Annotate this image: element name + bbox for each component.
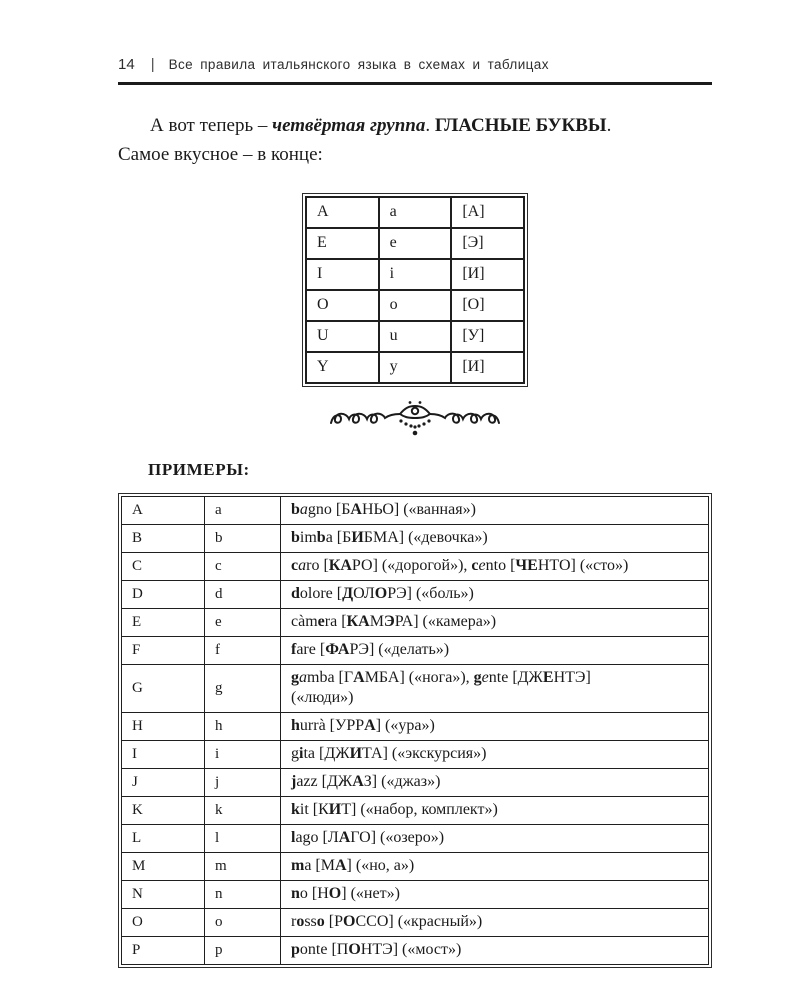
example-word-cell: bagno [БАНЬО] («ванная») — [281, 497, 709, 525]
vowel-sound-cell: [О] — [451, 290, 524, 321]
page-number: 14 — [118, 56, 135, 73]
examples-table — [121, 496, 709, 965]
intro-emphasis-vowels: ГЛАСНЫЕ БУКВЫ — [434, 115, 607, 136]
example-word-cell: kit [КИТ] («набор, комплект») — [281, 797, 709, 825]
letter-uppercase-cell: E — [122, 609, 205, 637]
example-word-cell: hurrà [УРРА] («ура») — [281, 713, 709, 741]
letter-uppercase-cell: D — [122, 581, 205, 609]
intro-line-1 — [118, 111, 712, 140]
table-row — [122, 741, 709, 769]
table-row — [306, 259, 524, 290]
table-row — [122, 553, 709, 581]
letter-lowercase-cell: o — [205, 909, 281, 937]
letter-lowercase-cell: f — [205, 637, 281, 665]
letter-lowercase-cell: i — [205, 741, 281, 769]
table-row — [122, 609, 709, 637]
page-header — [118, 56, 712, 85]
vowel-table-frame — [302, 193, 528, 387]
table-row — [122, 637, 709, 665]
letter-uppercase-cell: M — [122, 853, 205, 881]
table-row — [122, 853, 709, 881]
table-row — [122, 769, 709, 797]
vowel-lowercase-cell: i — [379, 259, 452, 290]
example-word-cell: jazz [ДЖАЗ] («джаз») — [281, 769, 709, 797]
table-row — [122, 497, 709, 525]
intro-text: . — [425, 115, 435, 136]
example-word-cell: dolore [ДОЛОРЭ] («боль») — [281, 581, 709, 609]
vowel-lowercase-cell: a — [379, 197, 452, 228]
flourish-divider — [118, 400, 712, 442]
letter-uppercase-cell: O — [122, 909, 205, 937]
table-row — [122, 581, 709, 609]
letter-lowercase-cell: e — [205, 609, 281, 637]
letter-lowercase-cell: g — [205, 665, 281, 713]
intro-paragraph — [118, 111, 712, 169]
letter-lowercase-cell: p — [205, 937, 281, 965]
vowel-sound-cell: [И] — [451, 259, 524, 290]
example-word-cell: gita [ДЖИТА] («экскурсия») — [281, 741, 709, 769]
letter-uppercase-cell: I — [122, 741, 205, 769]
letter-uppercase-cell: H — [122, 713, 205, 741]
letter-uppercase-cell: B — [122, 525, 205, 553]
table-row — [306, 197, 524, 228]
vowel-uppercase-cell: O — [306, 290, 379, 321]
table-row — [306, 352, 524, 383]
letter-lowercase-cell: b — [205, 525, 281, 553]
vowel-uppercase-cell: I — [306, 259, 379, 290]
table-row — [306, 228, 524, 259]
flourish-icon — [327, 400, 503, 440]
letter-uppercase-cell: L — [122, 825, 205, 853]
example-word-cell: no [НО] («нет») — [281, 881, 709, 909]
letter-lowercase-cell: j — [205, 769, 281, 797]
vowel-uppercase-cell: A — [306, 197, 379, 228]
example-word-cell: ponte [ПОНТЭ] («мост») — [281, 937, 709, 965]
examples-table-frame — [118, 493, 712, 968]
letter-uppercase-cell: C — [122, 553, 205, 581]
intro-text: А вот теперь – — [150, 115, 273, 136]
letter-uppercase-cell: F — [122, 637, 205, 665]
vowel-lowercase-cell: o — [379, 290, 452, 321]
table-row — [306, 290, 524, 321]
example-word-cell: bimba [БИБМА] («девочка») — [281, 525, 709, 553]
vowel-sound-cell: [А] — [451, 197, 524, 228]
vowel-table — [305, 196, 525, 384]
table-row — [306, 321, 524, 352]
book-page — [118, 0, 712, 968]
table-row — [122, 937, 709, 965]
examples-table-container — [118, 493, 712, 968]
table-row — [122, 665, 709, 713]
table-row — [122, 797, 709, 825]
example-word-cell: lago [ЛАГО] («озеро») — [281, 825, 709, 853]
letter-lowercase-cell: h — [205, 713, 281, 741]
letter-uppercase-cell: G — [122, 665, 205, 713]
letter-uppercase-cell: A — [122, 497, 205, 525]
table-row — [122, 881, 709, 909]
letter-lowercase-cell: a — [205, 497, 281, 525]
letter-uppercase-cell: J — [122, 769, 205, 797]
vowel-uppercase-cell: Y — [306, 352, 379, 383]
vowel-uppercase-cell: E — [306, 228, 379, 259]
running-title: Все правила итальянского языка в схемах и таблицах — [168, 57, 549, 72]
vowel-uppercase-cell: U — [306, 321, 379, 352]
examples-heading: ПРИМЕРЫ: — [148, 460, 250, 479]
vowel-sound-cell: [И] — [451, 352, 524, 383]
example-word-cell: gamba [ГАМБА] («нога»), gente [ДЖЕНТЭ] («люди») — [281, 665, 709, 713]
letter-lowercase-cell: c — [205, 553, 281, 581]
letter-lowercase-cell: d — [205, 581, 281, 609]
table-row — [122, 713, 709, 741]
letter-uppercase-cell: N — [122, 881, 205, 909]
letter-lowercase-cell: m — [205, 853, 281, 881]
letter-uppercase-cell: K — [122, 797, 205, 825]
letter-lowercase-cell: n — [205, 881, 281, 909]
vowel-lowercase-cell: e — [379, 228, 452, 259]
example-word-cell: càmera [КАМЭРА] («камера») — [281, 609, 709, 637]
intro-text: . — [606, 115, 612, 136]
example-word-cell: fare [ФАРЭ] («делать») — [281, 637, 709, 665]
intro-line-2: Самое вкусное – в конце: — [118, 144, 323, 165]
vowel-lowercase-cell: u — [379, 321, 452, 352]
example-word-cell: caro [КАРО] («дорогой»), cento [ЧЕНТО] («сто») — [281, 553, 709, 581]
table-row — [122, 909, 709, 937]
example-word-cell: rosso [РОССО] («красный») — [281, 909, 709, 937]
example-word-cell: ma [МА] («но, а») — [281, 853, 709, 881]
vowel-sound-cell: [Э] — [451, 228, 524, 259]
vowel-sound-cell: [У] — [451, 321, 524, 352]
table-row — [122, 525, 709, 553]
table-row — [122, 825, 709, 853]
letter-uppercase-cell: P — [122, 937, 205, 965]
letter-lowercase-cell: l — [205, 825, 281, 853]
vowel-table-container — [302, 193, 528, 387]
intro-emphasis-group-name: четвёртая группа — [272, 115, 426, 136]
letter-lowercase-cell: k — [205, 797, 281, 825]
vowel-lowercase-cell: y — [379, 352, 452, 383]
header-separator: | — [150, 56, 155, 73]
